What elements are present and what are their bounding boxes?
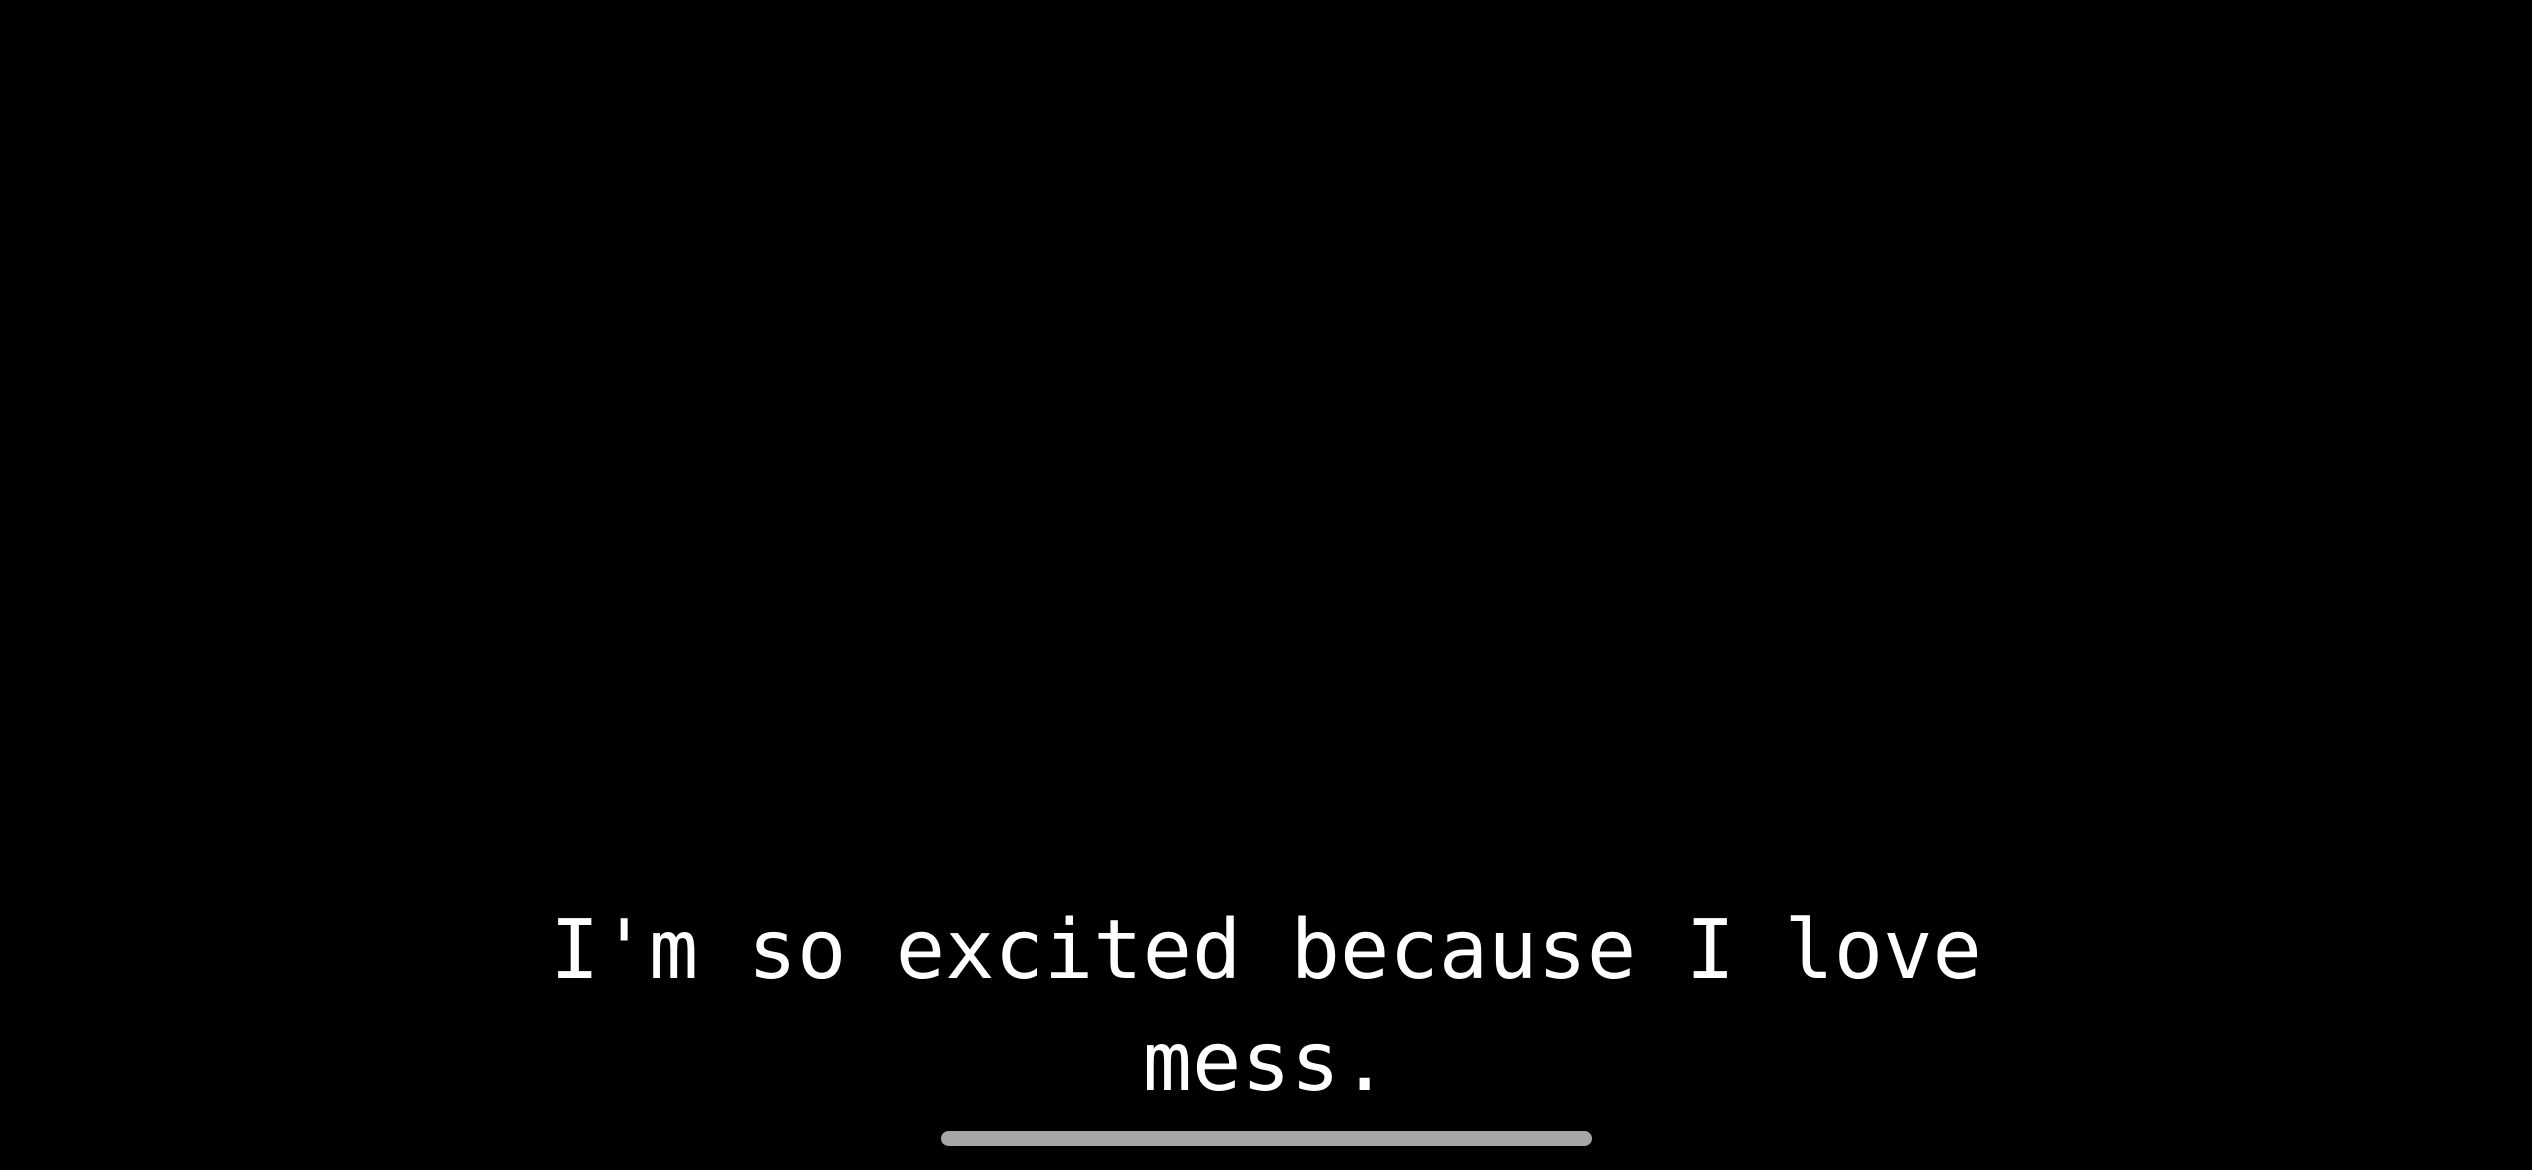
subtitle-line-2: mess.: [1142, 1015, 1390, 1110]
subtitle-caption: [0, 895, 2532, 1119]
subtitle-line-1: I'm so excited because I love: [550, 903, 1982, 998]
home-indicator-bar[interactable]: [941, 1131, 1592, 1146]
